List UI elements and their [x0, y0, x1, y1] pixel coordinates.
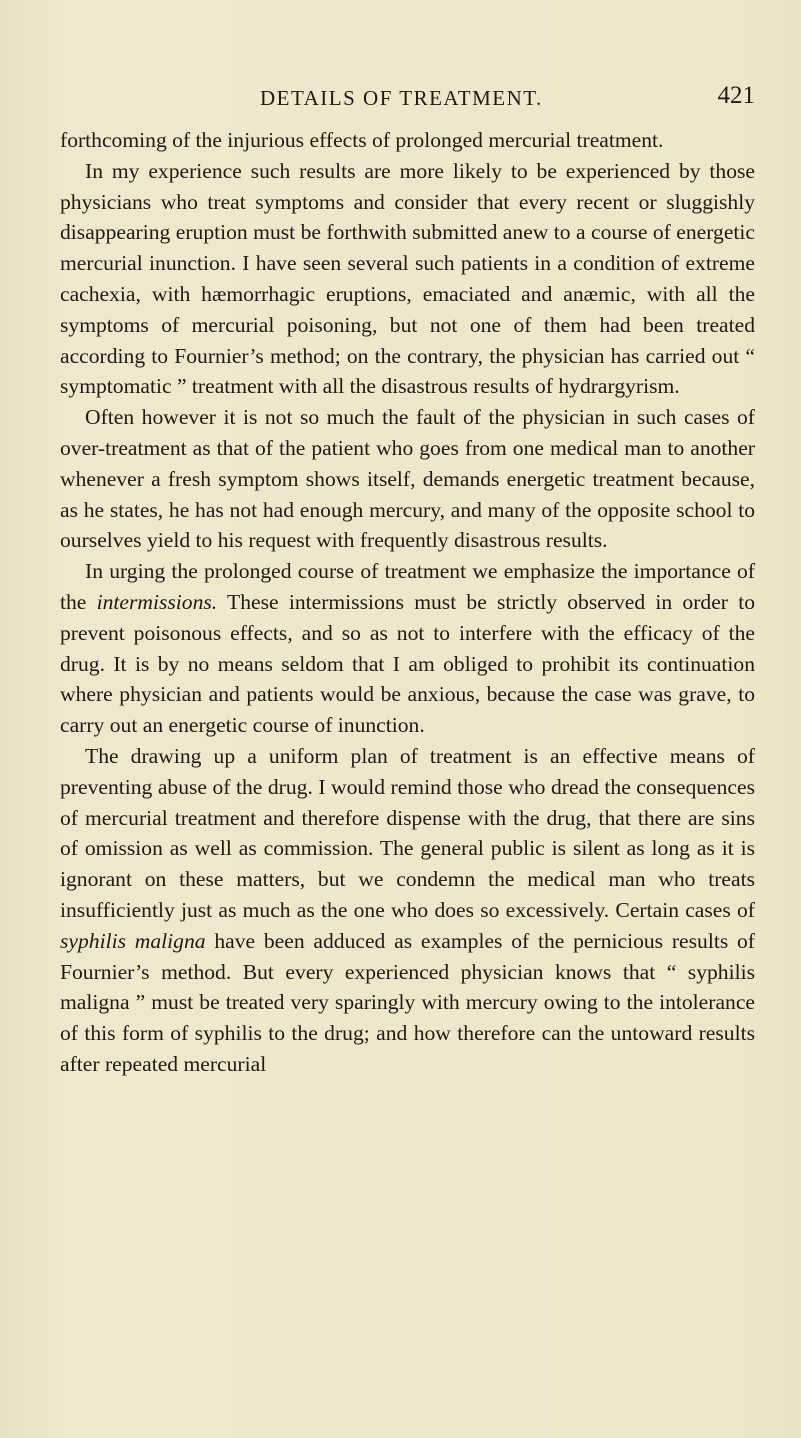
- paragraph-1-text: forthcoming of the injurious effects of prolonged mercurial treatment.: [60, 128, 664, 152]
- paragraph-5-text-a: The drawing up a uniform plan of treatment is an effective means of preventing abuse of the drug. I would remind those who dread the consequences of mercurial treatment and therefore dispense with the drug, that there are sins of omission as well as commission. The general public is silent as long as it is ignorant on these matters, but we condemn the medical man who treats insufficiently just as much as the one who does so excessively. Certain cases of: [60, 743, 755, 922]
- paragraph-5-text-b: have been adduced as examples of the pernicious results of Fournier’s method. But every experienced physician knows that “ syphilis maligna ” must be treated very sparingly with mercury owing to the intolerance of this form of syphilis to the drug; and how therefore can the untoward results after repeated mercurial: [60, 928, 755, 1076]
- paragraph-4-text-b: These intermissions must be strictly observed in order to prevent poisonous effects, and so as not to interfere with the efficacy of the drug. It is by no means seldom that I am obliged to prohibit its continuation where physician and patients would be anxious, because the case was grave, to carry out an energetic course of inunction.: [60, 589, 755, 738]
- emphasis-intermissions: intermissions.: [96, 589, 218, 614]
- paragraph-1: [60, 125, 755, 156]
- paragraph-4-text-a: In urging the prolonged course of treatment we emphasize the importance of the: [60, 559, 755, 614]
- paragraph-2-text: In my experience such results are more likely to be experienced by those physicians who treat symptoms and consider that every recent or sluggishly disappearing eruption must be forthwith submitted anew to a course of energetic mercurial inunction. I have seen several such patients in a condition of extreme cachexia, with hæmorrhagic eruptions, emaciated and anæmic, with all the symptoms of mercurial poisoning, but not one of them had been treated according to Fournier’s method; on the contrary, the physician has carried out “ symptomatic ” treatment with all the disastrous results of hydrargyrism.: [60, 158, 755, 399]
- paragraph-2: [60, 156, 755, 402]
- body-text: [60, 125, 755, 1080]
- running-head: [60, 82, 755, 116]
- running-title: DETAILS OF TREATMENT.: [260, 86, 543, 110]
- paragraph-3-text: Often however it is not so much the fault of the physician in such cases of over-treatment as that of the patient who goes from one medical man to another whenever a fresh symptom shows itself, demands energetic treatment because, as he states, he has not had enough mercury, and many of the opposite school to ourselves yield to his request with frequently disastrous results.: [60, 405, 755, 553]
- paragraph-3: [60, 402, 755, 556]
- paragraph-4: [60, 556, 755, 741]
- emphasis-syphilis-maligna: syphilis maligna: [60, 928, 206, 953]
- page-number: 421: [717, 82, 755, 109]
- paragraph-5: [60, 741, 755, 1080]
